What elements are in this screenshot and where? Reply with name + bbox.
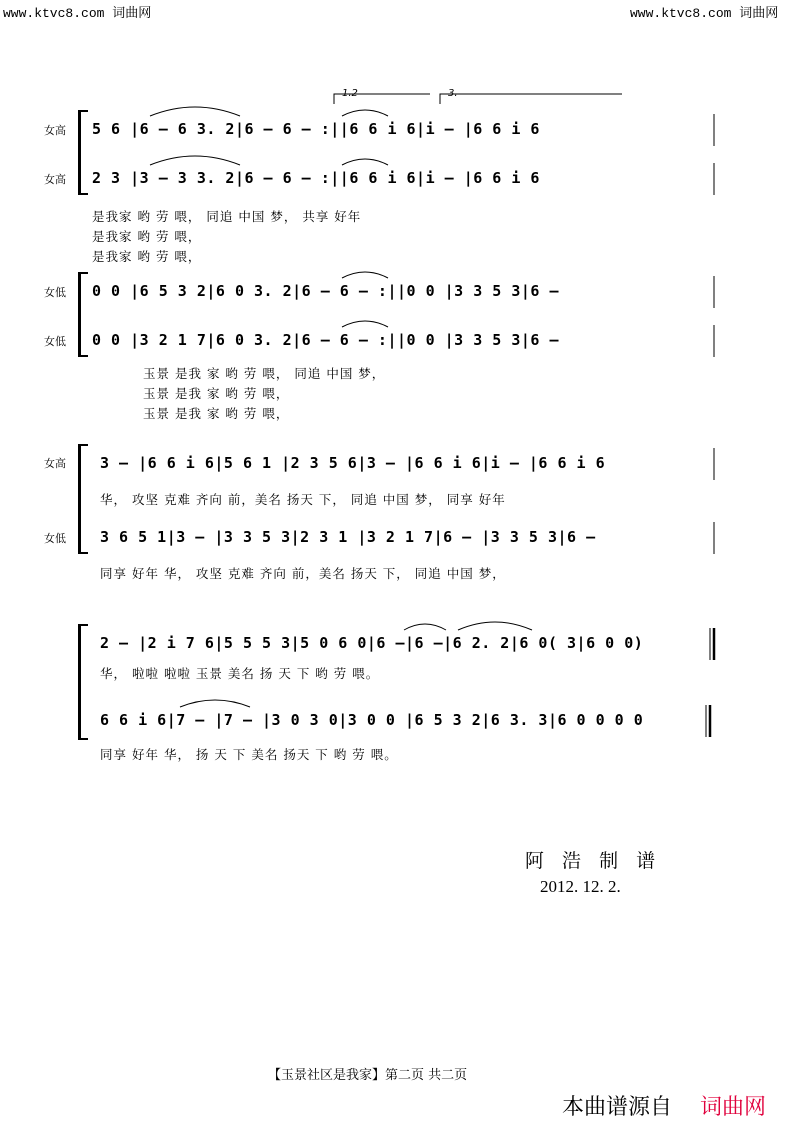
part-label-soprano-1: 女高 xyxy=(44,124,66,137)
volta-first-label: 1.2 xyxy=(342,88,358,99)
system2-soprano-notes: 3 – |6 6 i 6|5 6 1 |2 3 5 6|3 – |6 6 i 6|i – |6 6 i 6 xyxy=(100,454,606,472)
source-prefix: 本曲谱源自 xyxy=(562,1095,673,1120)
watermark-right: www.ktvc8.com 词曲网 xyxy=(630,6,779,21)
watermark-left: www.ktvc8.com 词曲网 xyxy=(3,6,152,21)
signature: 阿 浩 制 谱 xyxy=(525,850,662,872)
system3-alto-lyrics: 同享 好年 华， 扬 天 下 美名 扬天 下 哟 劳 喂。 xyxy=(100,747,398,762)
system1-soprano2-notes: 2 3 |3 – 3 3. 2|6 – 6 – :||6 6 i 6|i – |6 6 i 6 xyxy=(92,169,540,187)
system2-soprano-lyrics: 华， 攻坚 克难 齐向 前，美名 扬天 下， 同追 中国 梦， 同享 好年 xyxy=(100,492,506,507)
system3-soprano-notes: 2 – |2 i 7 6|5 5 5 3|5 0 6 0|6 –|6 –|6 2. 2|6 0( 3|6 0 0) xyxy=(100,634,644,652)
part-label-soprano-3: 女高 xyxy=(44,457,66,470)
system1-upper-lyric-3: 是我家 哟 劳 喂， xyxy=(92,249,202,264)
system1-lower-lyric-1: 玉景 是我 家 哟 劳 喂， 同追 中国 梦， xyxy=(143,366,386,381)
part-label-soprano-2: 女高 xyxy=(44,173,66,186)
system1-upper-lyric-1: 是我家 哟 劳 喂， 同追 中国 梦， 共享 好年 xyxy=(92,209,362,224)
source-brand: 词曲网 xyxy=(700,1095,767,1120)
part-label-alto-2: 女低 xyxy=(44,335,66,348)
system3-alto-notes: 6 6 i 6|7 – |7 – |3 0 3 0|3 0 0 |6 5 3 2|6 3. 3|6 0 0 0 0 xyxy=(100,711,644,729)
system2-alto-lyrics: 同享 好年 华， 攻坚 克难 齐向 前，美名 扬天 下， 同追 中国 梦， xyxy=(100,566,506,581)
footer-page-info: 【玉景社区是我家】第二页 共二页 xyxy=(268,1068,468,1083)
system3-soprano-lyrics: 华， 啦啦 啦啦 玉景 美名 扬 天 下 哟 劳 喂。 xyxy=(100,666,380,681)
part-label-alto-1: 女低 xyxy=(44,286,66,299)
system1-lower-lyric-3: 玉景 是我 家 哟 劳 喂， xyxy=(143,406,290,421)
volta-second-label: 3. xyxy=(448,88,458,99)
system1-upper-lyric-2: 是我家 哟 劳 喂， xyxy=(92,229,202,244)
part-label-alto-3: 女低 xyxy=(44,532,66,545)
system1-lower-lyric-2: 玉景 是我 家 哟 劳 喂， xyxy=(143,386,290,401)
system1-alto2-notes: 0 0 |3 2 1 7|6 0 3. 2|6 – 6 – :||0 0 |3 3 5 3|6 – xyxy=(92,331,560,349)
date: 2012. 12. 2. xyxy=(540,877,621,896)
system1-soprano1-notes: 5 6 |6 – 6 3. 2|6 – 6 – :||6 6 i 6|i – |6 6 i 6 xyxy=(92,120,540,138)
system2-alto-notes: 3 6 5 1|3 – |3 3 5 3|2 3 1 |3 2 1 7|6 – |3 3 5 3|6 – xyxy=(100,528,596,546)
system1-alto1-notes: 0 0 |6 5 3 2|6 0 3. 2|6 – 6 – :||0 0 |3 3 5 3|6 – xyxy=(92,282,560,300)
